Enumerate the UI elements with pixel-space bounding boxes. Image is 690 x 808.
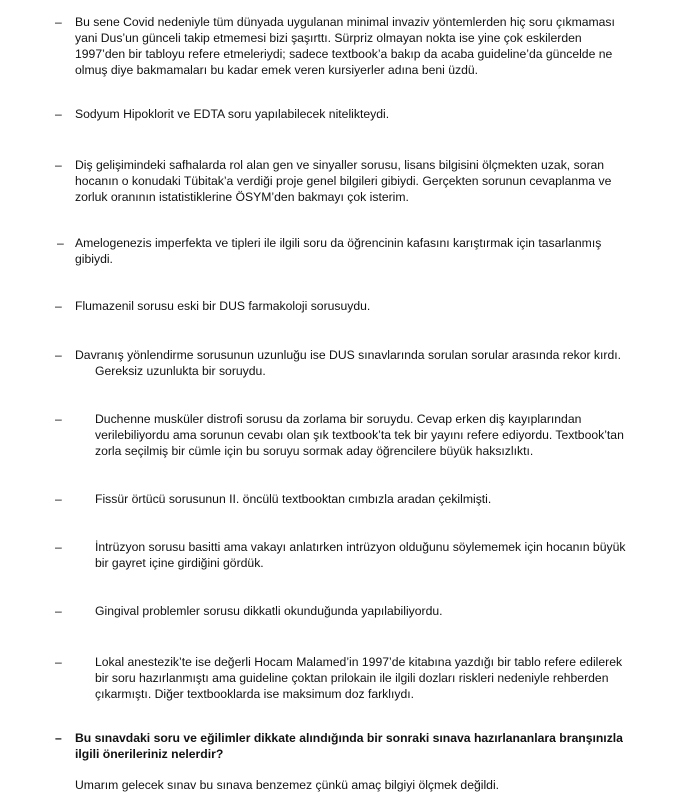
text-line: Bu sene Covid nedeniyle tüm dünyada uygulanan minimal invaziv yöntemlerden hiç soru çıkmaması [75,15,615,29]
list-dash: – [55,655,62,669]
list-item-text [95,654,657,702]
list-item-text [75,298,657,314]
text-line: Flumazenil sorusu eski bir DUS farmakoloji sorusuydu. [75,299,371,313]
text-line: ilgili önerileriniz nelerdir? [75,747,224,761]
list-dash: – [55,299,62,313]
list-item-text [75,235,657,267]
list-dash: – [55,15,62,29]
list-dash: – [55,604,62,618]
list-item-text [75,14,657,78]
text-line: yani Dus’un günceli takip etmemesi bizi şaşırttı. Sürpriz olmayan nokta ise yine çok eskilerden [75,31,582,45]
text-line: Duchenne musküler distrofi sorusu da zorlama bir soruydu. Cevap erken diş kayıplarından [95,412,582,426]
text-line: zorluk oranının istatistiklerine ÖSYM’den bakmayı çok isterim. [75,190,409,204]
list-item-text [95,411,657,459]
text-line: Lokal anestezik’te ise değerli Hocam Malamed’in 1997’de kitabına yazdığı bir tablo refere edilerek [95,655,623,669]
list-item-text [75,347,657,379]
text-line: bir gayret içine girdiğini gördük. [95,556,264,570]
text-line: Bu sınavdaki soru ve eğilimler dikkate alındığında bir sonraki sınava hazırlananlara branşınızla [75,731,623,745]
list-item-text [95,539,657,571]
text-line: Diş gelişimindeki safhalarda rol alan gen ve sinyaller sorusu, lisans bilgisini ölçmekten uzak, soran [75,158,605,172]
question-text [75,730,657,762]
list-item-text [75,106,657,122]
answer-text: Umarım gelecek sınav bu sınava benzemez çünkü amaç bilgiyi ölçmek değildi. [75,778,500,792]
text-line: bir soru hazırlanmıştı ama guideline çoktan prilokain ile ilgili dozları riskleri nedeniyle rehberden [95,671,609,685]
text-line: Davranış yönlendirme sorusunun uzunluğu ise DUS sınavlarında sorulan sorular arasında rekor kırdı. [75,348,622,362]
list-item-text [95,603,657,619]
list-dash: – [55,540,62,554]
list-dash: – [55,158,62,172]
list-dash: – [55,731,62,745]
list-item-text [95,491,657,507]
list-dash: – [55,412,62,426]
text-line: Sodyum Hipoklorit ve EDTA soru yapılabilecek nitelikteydi. [75,107,390,121]
text-line: verilebiliyordu ama sorunun cevabı olan şık textbook’ta tek bir yayını refere ediyordu. Textbook’tan [95,428,624,442]
list-item-text [75,157,657,205]
text-line: İntrüzyon sorusu basitti ama vakayı anlatırken intrüzyon olduğunu söylememek için hocanın büyük [95,540,626,554]
text-line: gibiydi. [75,252,113,266]
list-dash: – [55,492,62,506]
text-line: Fissür örtücü sorusunun II. öncülü textbooktan cımbızla aradan çekilmişti. [95,492,492,506]
text-line: hocanın o konudaki Tübitak’a verdiği proje genel bilgileri gibiydi. Gerçekten sorunun cevaplanma ve [75,174,612,188]
list-dash: – [57,236,64,250]
text-line: olmuş diye bakmamaları bu kadar emek veren kursiyerler adına beni üzdü. [75,63,479,77]
list-dash: – [55,107,62,121]
text-line: 1997’den bir tabloyu refere etmeleriydi; sadece textbook’a bakıp da acaba guideline’da güncelde ne [75,47,613,61]
list-dash: – [55,348,62,362]
text-line: zorla seçilmiş bir cümle için bu soruyu sormak aday öğrencilere büyük haksızlıktı. [95,444,534,458]
text-line: Gingival problemler sorusu dikkatli okunduğunda yapılabiliyordu. [95,604,443,618]
text-line: Amelogenezis imperfekta ve tipleri ile ilgili soru da öğrencinin kafasını karıştırmak için tasarlanmış [75,236,602,250]
text-line: çıkarmıştı. Diğer textbooklarda ise maksimum doz farklıydı. [95,687,415,701]
text-line: Gereksiz uzunlukta bir soruydu. [95,364,266,378]
